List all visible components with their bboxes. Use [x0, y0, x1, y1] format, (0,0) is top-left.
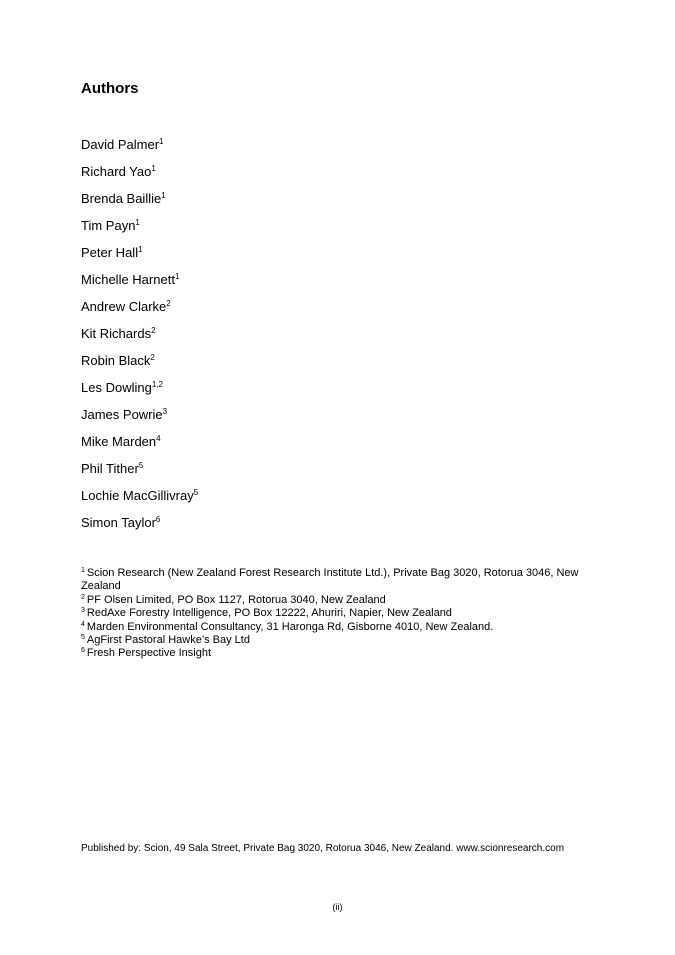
- affiliation-text: Fresh Perspective Insight: [86, 647, 212, 660]
- affiliation-number: 6: [81, 647, 85, 655]
- author-name: Peter Hall: [81, 245, 139, 260]
- author-item: [81, 298, 198, 325]
- affiliation-marker: 6: [155, 515, 161, 524]
- affiliation-number: 1: [81, 567, 85, 574]
- section-heading: Authors: [81, 80, 139, 97]
- author-item: [81, 352, 198, 379]
- affiliation-text: PF Olsen Limited, PO Box 1127, Rotorua 3040, New Zealand: [86, 593, 386, 606]
- affiliation-text: Marden Environmental Consultancy, 31 Haronga Rd, Gisborne 4010, New Zealand.: [86, 620, 494, 633]
- affiliation-marker: 1: [174, 272, 180, 281]
- author-name: James Powrie: [81, 407, 163, 422]
- affiliation-marker: 3: [162, 407, 168, 416]
- page-number: (ii): [332, 902, 343, 912]
- author-name: David Palmer: [81, 137, 160, 152]
- author-item: [81, 325, 198, 352]
- author-item: [81, 487, 198, 514]
- author-name: Kit Richards: [81, 326, 152, 341]
- affiliation-marker: 4: [156, 434, 161, 443]
- author-name: Brenda Baillie: [81, 191, 162, 206]
- author-item: [81, 271, 198, 298]
- author-item: [81, 244, 198, 271]
- author-item: [81, 460, 198, 487]
- author-name: Mike Marden: [81, 434, 157, 449]
- author-name: Les Dowling: [81, 380, 152, 395]
- author-name: Robin Black: [81, 353, 151, 368]
- affiliation-item: [81, 607, 601, 620]
- affiliation-marker: 1: [159, 137, 164, 146]
- affiliation-marker: 1: [161, 191, 166, 200]
- author-item: [81, 136, 198, 163]
- affiliation-list: [81, 567, 601, 661]
- author-name: Tim Payn: [81, 218, 136, 233]
- author-item: [81, 433, 198, 460]
- affiliation-marker: 1: [138, 245, 143, 254]
- author-name: Lochie MacGillivray: [81, 488, 194, 503]
- affiliation-marker: 1: [135, 218, 140, 227]
- publisher-line: Published by: Scion, 49 Sala Street, Private Bag 3020, Rotorua 3046, New Zealand. www.scionresearch.com: [81, 843, 565, 854]
- author-item: [81, 379, 198, 406]
- affiliation-item: [81, 567, 601, 594]
- affiliation-marker: 1: [151, 164, 156, 173]
- affiliation-marker: 5: [193, 488, 199, 497]
- affiliation-text: AgFirst Pastoral Hawke’s Bay Ltd: [86, 634, 250, 647]
- affiliation-number: 4: [81, 620, 85, 628]
- affiliation-item: [81, 634, 601, 647]
- affiliation-marker: 2: [150, 353, 155, 362]
- author-item: [81, 217, 198, 244]
- author-name: Richard Yao: [81, 164, 152, 179]
- author-name: Andrew Clarke: [81, 299, 167, 314]
- affiliation-number: 5: [81, 634, 85, 642]
- affiliation-item: [81, 621, 601, 634]
- author-item: [81, 190, 198, 217]
- affiliation-number: 2: [81, 593, 85, 601]
- affiliation-item: [81, 594, 601, 607]
- author-item: [81, 514, 198, 541]
- affiliation-marker: 5: [138, 461, 144, 470]
- affiliation-text: Scion Research (New Zealand Forest Research Institute Ltd.), Private Bag 3020, Rotorua 3046, New Zealand: [81, 567, 579, 593]
- author-name: Simon Taylor: [81, 515, 156, 530]
- author-name: Phil Tither: [81, 461, 139, 476]
- affiliation-number: 3: [81, 607, 85, 615]
- affiliation-marker: 2: [151, 326, 156, 335]
- author-name: Michelle Harnett: [81, 272, 175, 287]
- affiliation-marker: 1,2: [151, 380, 163, 389]
- author-item: [81, 163, 198, 190]
- author-item: [81, 406, 198, 433]
- affiliation-item: [81, 647, 601, 660]
- affiliation-text: RedAxe Forestry Intelligence, PO Box 12222, Ahuriri, Napier, New Zealand: [86, 607, 452, 620]
- affiliation-marker: 2: [166, 299, 171, 308]
- author-list: [81, 136, 198, 541]
